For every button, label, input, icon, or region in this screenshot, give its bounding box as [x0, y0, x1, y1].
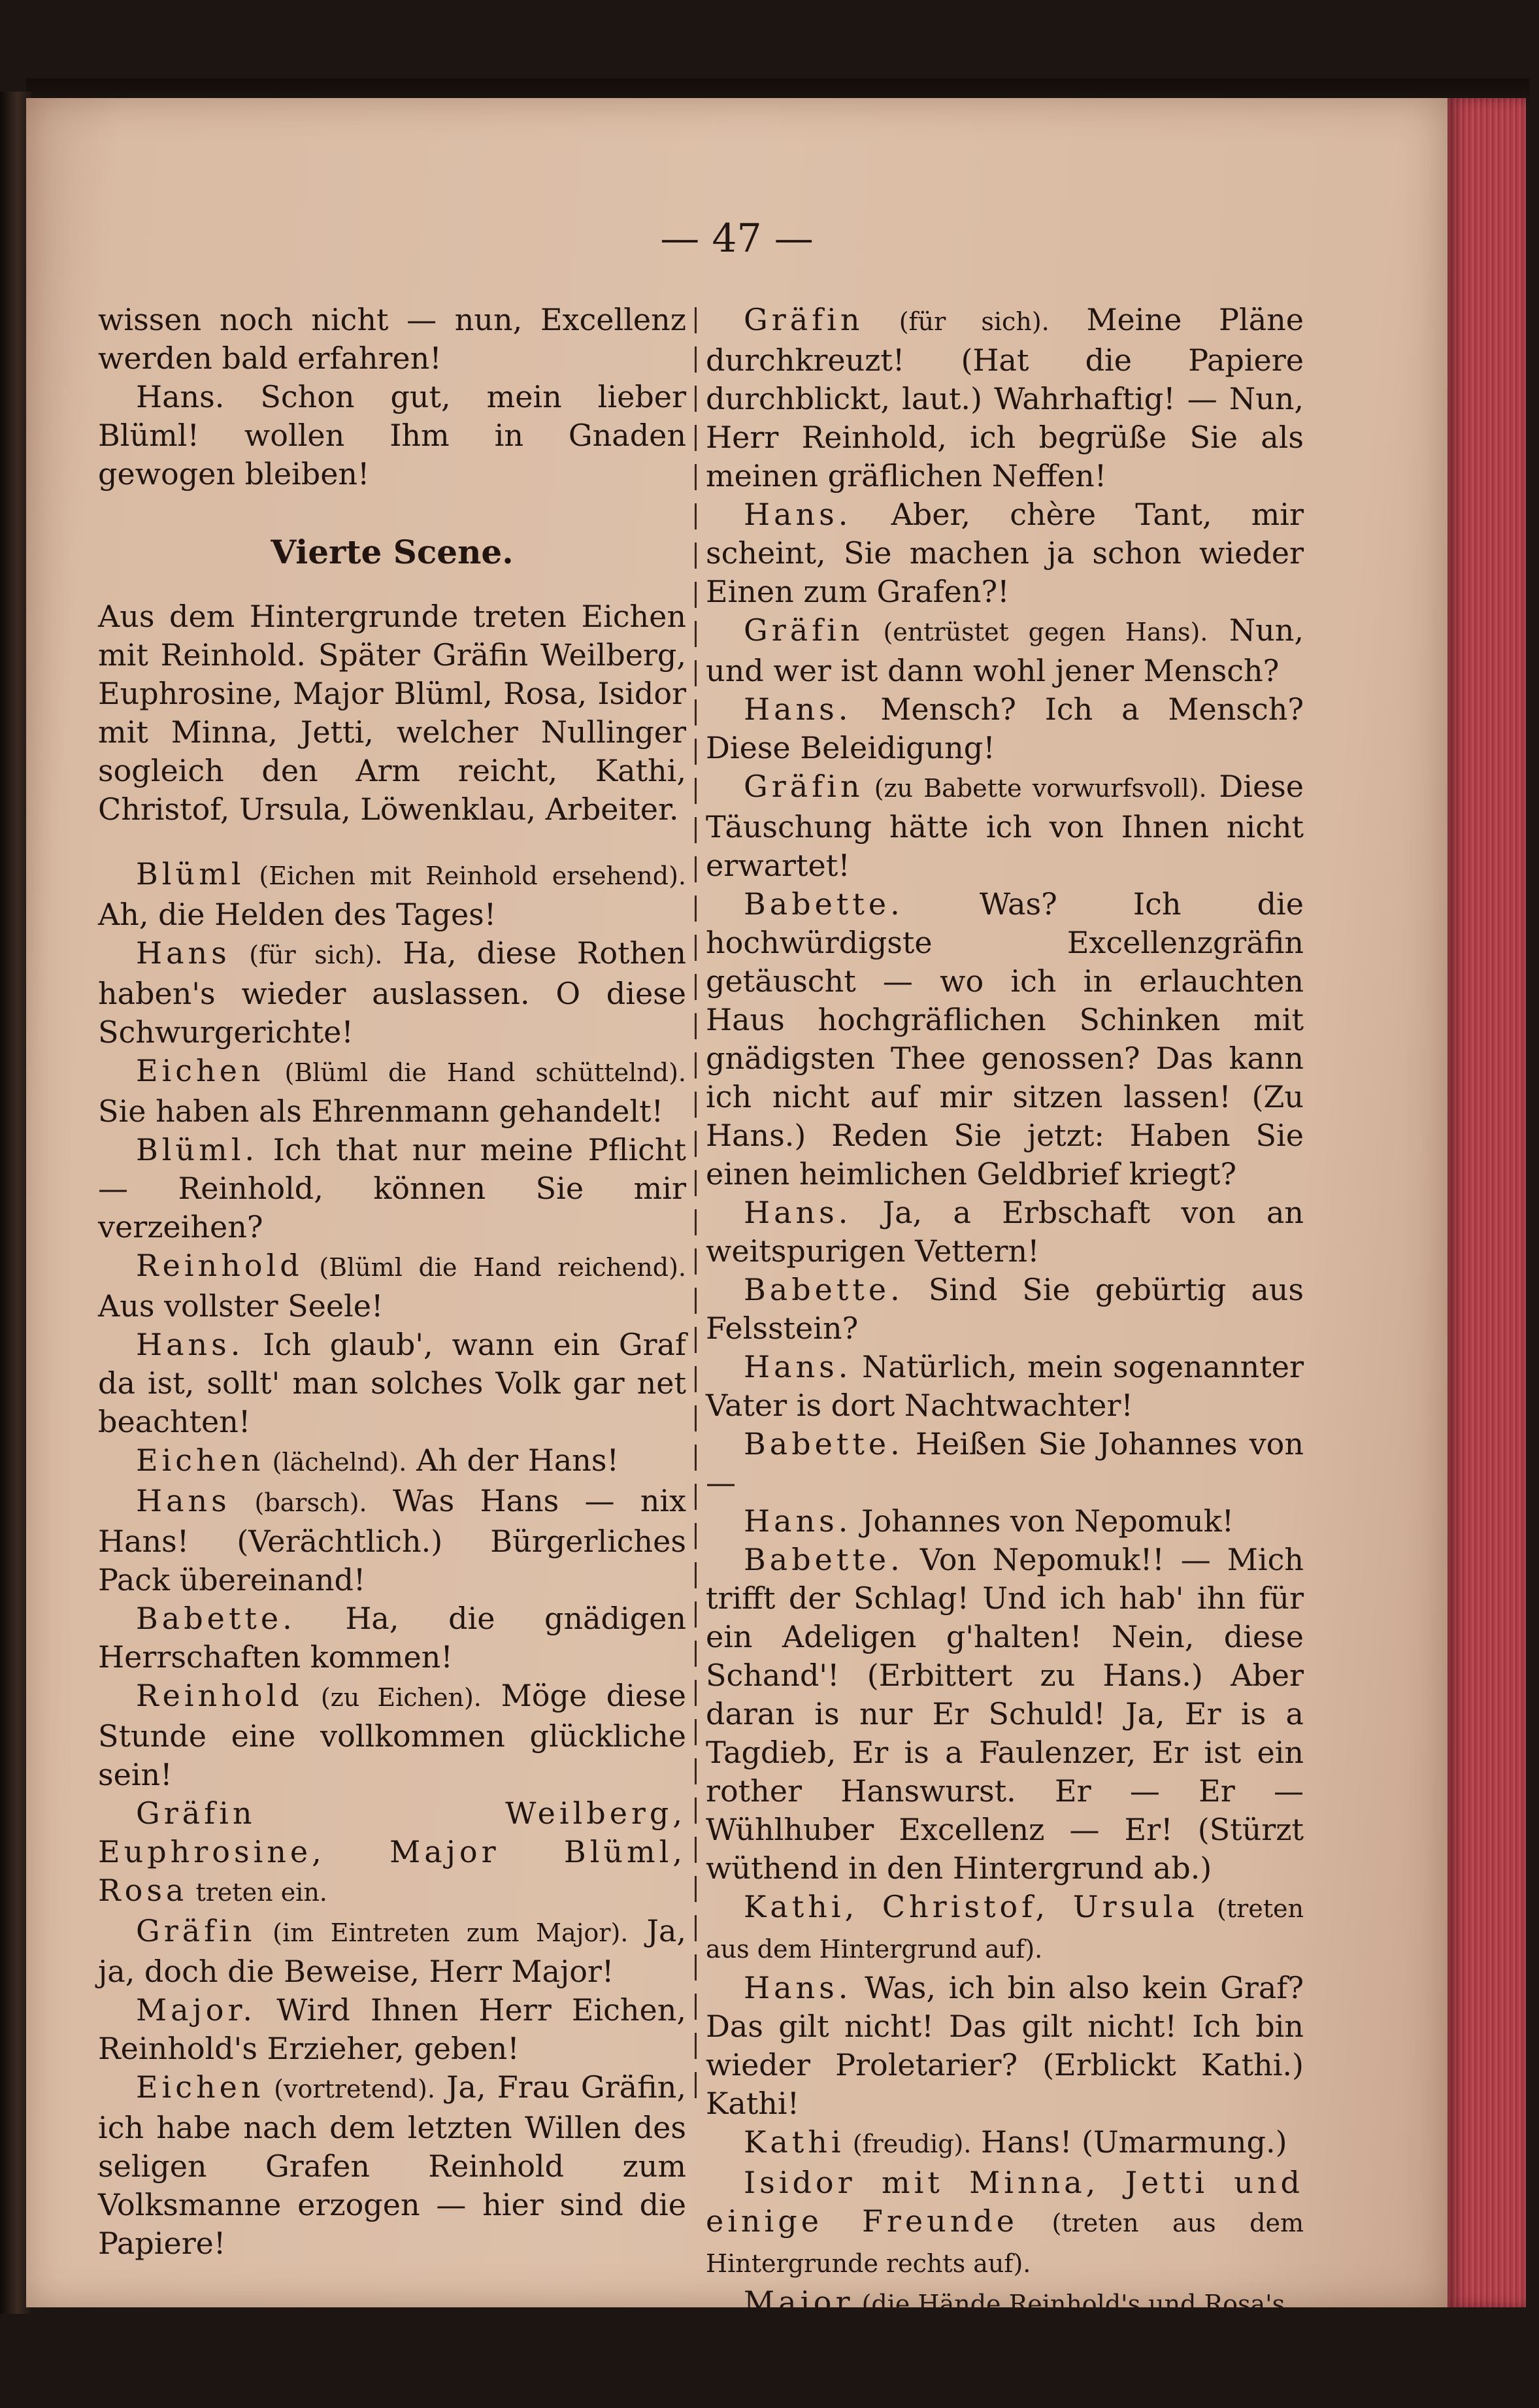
speaker-name: Gräfin — [744, 302, 864, 337]
dialogue-line — [98, 1677, 686, 1794]
dialogue-line — [706, 767, 1304, 885]
dialogue-line — [98, 1599, 686, 1677]
speaker-name: Gräfin — [136, 1913, 256, 1948]
speaker-name: Isidor mit Minna, Jetti und einige Freunde — [706, 2165, 1304, 2239]
speaker-name: Hans. — [744, 1349, 852, 1384]
dialogue-line — [706, 2123, 1304, 2164]
page-number: — 47 — — [660, 216, 814, 261]
dialogue-line — [98, 1991, 686, 2068]
dialogue-line — [706, 2164, 1304, 2283]
speaker-name: Gräfin Weilberg, Euphrosine, Major Blüml, Rosa — [98, 1796, 686, 1908]
dialogue-text: Ah, die Helden des Tages! — [98, 897, 497, 932]
dialogue-line — [98, 1912, 686, 1991]
speaker-name: Babette. — [136, 1601, 296, 1636]
speaker-name: Blüml. — [136, 1132, 259, 1167]
dialogue-text: Ha, diese Rothen haben's wieder auslassen. O diese Schwurgerichte! — [98, 935, 686, 1050]
dialogue-text: Mensch? Ich a Mensch? Diese Beleidigung! — [706, 692, 1304, 765]
dialogue-text: Diese Täuschung hätte ich von Ihnen nicht erwartet! — [706, 769, 1304, 883]
dialogue-line — [98, 1326, 686, 1441]
dialogue-line — [706, 1348, 1304, 1425]
dialogue-text: Ja, Frau Gräfin, ich habe nach dem letzten Willen des seligen Grafen Reinhold zum Volksmanne erzogen — hier sind die Papiere! — [98, 2069, 686, 2261]
stage-direction-inline: treten ein. — [188, 1878, 327, 1907]
dialogue-line — [98, 1482, 686, 1599]
speaker-name: Kathi — [744, 2124, 845, 2160]
stage-direction-inline: (zu Babette vorwurfsvoll). — [863, 774, 1207, 803]
stage-direction-inline: (lächelnd). — [264, 1448, 407, 1477]
dialogue-line — [706, 1502, 1304, 1541]
dialogue-text: Sind Sie gebürtig aus Felsstein? — [706, 1272, 1304, 1346]
dialogue-text: Möge diese Stunde eine vollkommen glückliche sein! — [98, 1678, 686, 1792]
stage-direction-inline: (im Eintreten zum Major). — [256, 1918, 629, 1947]
dialogue-line — [706, 495, 1304, 611]
stage-direction-inline: (für sich). — [863, 307, 1050, 336]
dialogue-text: Nun, und wer ist dann wohl jener Mensch? — [706, 612, 1304, 688]
dialogue-text: Wird Ihnen Herr Eichen, Reinhold's Erzieher, geben! — [98, 1992, 686, 2066]
dialogue-line — [706, 1194, 1304, 1271]
speaker-name: Hans. — [744, 1195, 852, 1230]
right-column — [706, 301, 1304, 2324]
dialogue-line — [98, 934, 686, 1052]
page-edges-red — [1448, 98, 1526, 2307]
dialogue-line — [98, 855, 686, 934]
left-column — [98, 301, 686, 2263]
dialogue-text: Ah der Hans! — [406, 1443, 619, 1478]
speaker-name: Hans. — [744, 692, 852, 727]
speaker-name: Hans — [136, 935, 231, 971]
dialogue-text: Ja, a Erbschaft von an weitspurigen Vettern! — [706, 1195, 1304, 1269]
dialogue-text: Was? Ich die hochwürdigste Excellenzgräfin getäuscht — wo ich in erlauchten Haus hochgräflichen Schinken mit gnädigsten Thee genossen? Das kann ich nicht auf mir sitzen lassen! (Zu Hans.) Reden Sie jetzt: Haben Sie einen heimlichen Geldbrief kriegt? — [706, 886, 1304, 1192]
stage-direction-inline: (Blüml die Hand reichend). — [303, 1253, 686, 1282]
dialogue-text: Sie haben als Ehrenmann gehandelt! — [98, 1094, 664, 1129]
dialogue-text: Natürlich, mein sogenannter Vater is dort Nachtwachter! — [706, 1349, 1304, 1423]
dialogue-text: Von Nepomuk!! — Mich trifft der Schlag! Und ich hab' ihn für ein Adeligen g'halten! Nein, diese Schand'! (Erbittert zu Hans.) Aber daran is nur Er Schuld! Ja, Er is a Tagdieb, Er is a Faulenzer, Er ist ein rother Hanswurst. Er — Er — Wühlhuber Excellenz — Er! (Stürzt wüthend in den Hintergrund ab.) — [706, 1542, 1304, 1886]
stage-direction-inline: (zu Eichen). — [303, 1683, 482, 1712]
scene-title: Vierte Scene. — [271, 533, 514, 571]
stage-direction-inline: (Eichen mit Reinhold ersehend). — [244, 861, 686, 890]
speaker-name: Hans. — [744, 497, 852, 532]
speaker-name: Eichen — [136, 2069, 265, 2105]
dialogue-line — [98, 1794, 686, 1912]
speaker-name: Babette. — [744, 1542, 904, 1577]
dialogue-text: Johannes von Nepomuk! — [852, 1503, 1234, 1539]
speaker-name: Reinhold — [136, 1678, 303, 1713]
dialogue-line — [98, 1441, 686, 1482]
dialogue-line — [706, 1425, 1304, 1502]
dialogue-text: Was, ich bin also kein Graf? Das gilt nicht! Das gilt nicht! Ich bin wieder Proletarier? (Erblickt Kathi.) Kathi! — [706, 1970, 1304, 2121]
dialogue-line — [706, 301, 1304, 495]
dialogue-line — [706, 690, 1304, 767]
dialogue-line — [98, 1131, 686, 1246]
dialogue-line — [706, 1969, 1304, 2123]
stage-direction-inline: (für sich). — [230, 941, 383, 969]
stage-direction-inline: (treten aus dem Hintergrund auf). — [706, 1894, 1304, 1964]
dialogue-line — [706, 2283, 1304, 2324]
dialogue-line — [98, 2068, 686, 2263]
dialogue-line — [706, 1888, 1304, 1969]
text-line: wissen noch nicht — nun, Excellenz werden bald erfahren! — [98, 302, 686, 376]
stage-direction-inline: (treten aus dem Hintergrunde rechts auf). — [706, 2209, 1304, 2278]
speaker-name: Hans. — [136, 1327, 244, 1362]
dialogue-line — [98, 1052, 686, 1131]
dialogue-text: Hans! (Umarmung.) — [971, 2124, 1287, 2160]
speaker-name: Kathi, Christof, Ursula — [744, 1889, 1199, 1924]
dialogue-text: Ha, die gnädigen Herrschaften kommen! — [98, 1601, 686, 1675]
stage-direction-inline: (Blüml die Hand schüttelnd). — [264, 1058, 686, 1087]
stage-direction-inline: (barsch). — [230, 1488, 367, 1517]
dialogue-list — [98, 855, 686, 2263]
speaker-name: Gräfin — [744, 769, 864, 804]
stage-direction-inline: (vortretend). — [264, 2075, 435, 2103]
column-divider — [695, 307, 697, 2098]
speaker-name: Babette. — [744, 886, 904, 922]
dialogue-text: Aus vollster Seele! — [98, 1288, 384, 1324]
dialogue-text: Ich that nur meine Pflicht — Reinhold, können Sie mir verzeihen? — [98, 1132, 686, 1245]
dialogue-text: Aber, chère Tant, mir scheint, Sie machen ja schon wieder Einen zum Grafen?! — [706, 497, 1304, 609]
dialogue-list — [706, 301, 1304, 2324]
speaker-name: Hans. — [744, 1970, 852, 2005]
speaker-name: Babette. — [744, 1272, 904, 1307]
stage-direction: Aus dem Hintergrunde treten Eichen mit Reinhold. Später Gräfin Weilberg, Euphrosine, Major Blüml, Rosa, Isidor mit Minna, Jetti, welcher Nullinger sogleich den Arm reicht, Kathi, Christof, Ursula, Löwenklau, Arbeiter. — [98, 599, 686, 827]
text-line: Hans. Schon gut, mein lieber Blüml! wollen Ihm in Gnaden gewogen bleiben! — [98, 379, 686, 492]
stage-direction-inline: (die Hände Reinhold's und Rosa's — [853, 2290, 1285, 2318]
dialogue-line — [706, 1541, 1304, 1888]
stage-direction-inline: (entrüstet gegen Hans). — [863, 618, 1208, 646]
speaker-name: Reinhold — [136, 1248, 303, 1283]
speaker-name: Babette. — [744, 1426, 904, 1462]
dialogue-line — [706, 611, 1304, 690]
speaker-name: Eichen — [136, 1053, 265, 1088]
speaker-name: Hans — [136, 1483, 231, 1518]
speaker-name: Major. — [136, 1992, 257, 2028]
speaker-name: Hans. — [744, 1503, 852, 1539]
dialogue-line — [706, 885, 1304, 1194]
dialogue-line — [98, 1246, 686, 1326]
dialogue-text: Ja, ja, doch die Beweise, Herr Major! — [98, 1913, 687, 1989]
dialogue-line — [706, 1271, 1304, 1348]
dialogue-text: Was Hans — nix Hans! (Verächtlich.) Bürgerliches Pack übereinand! — [98, 1483, 686, 1597]
speaker-name: Eichen — [136, 1443, 265, 1478]
stage-direction-inline: (freudig). — [844, 2130, 972, 2158]
speaker-name: Gräfin — [744, 612, 864, 648]
speaker-name: Major — [744, 2284, 854, 2320]
dialogue-text: Meine Pläne durchkreuzt! (Hat die Papiere durchblickt, laut.) Wahrhaftig! — Nun, Herr Reinhold, ich begrüße Sie als meinen gräflichen Neffen! — [706, 302, 1304, 493]
dialogue-text: Ich glaub', wann ein Graf da ist, sollt' man solches Volk gar net beachten! — [98, 1327, 686, 1439]
dialogue-text: Heißen Sie Johannes von — — [706, 1426, 1304, 1500]
speaker-name: Blüml — [136, 856, 245, 892]
